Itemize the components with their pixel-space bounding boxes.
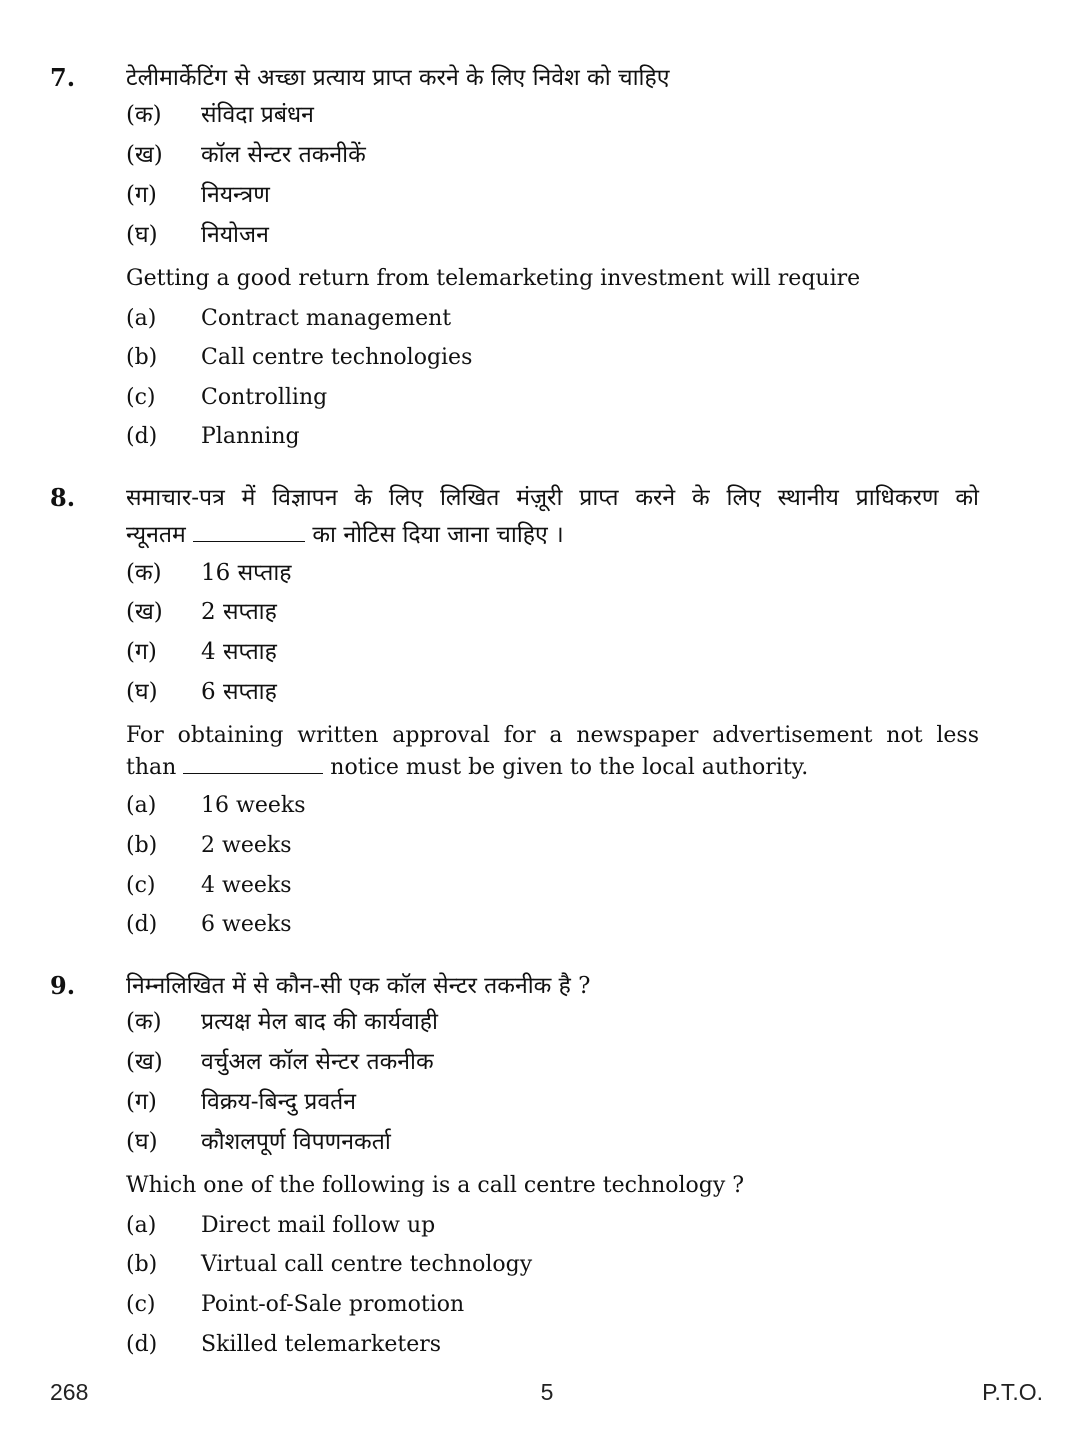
option-text: 4 सप्ताह — [201, 639, 277, 665]
option-label: (c) — [126, 385, 156, 410]
option-label: (ख) — [126, 1049, 163, 1075]
option-text: 6 weeks — [201, 912, 292, 937]
option-text: Planning — [201, 424, 300, 449]
option-text: कौशलपूर्ण विपणनकर्ता — [201, 1129, 391, 1155]
option-text: विक्रय-बिन्दु प्रवर्तन — [201, 1089, 356, 1115]
option-label: (ग) — [126, 1089, 157, 1115]
option-label: (क) — [126, 560, 162, 586]
fill-in-blank — [183, 772, 323, 774]
option-label: (d) — [126, 424, 158, 449]
option-label: (a) — [126, 793, 157, 818]
option-label: (ग) — [126, 182, 157, 208]
page-number: 5 — [540, 1379, 554, 1405]
option-label: (घ) — [126, 1129, 158, 1155]
option-label: (ख) — [126, 142, 163, 168]
option-text: वर्चुअल कॉल सेन्टर तकनीक — [201, 1049, 434, 1075]
question-stem-english-line1: For obtaining written approval for a newspaper advertisement not less — [126, 723, 979, 748]
option-text: Direct mail follow up — [201, 1213, 436, 1238]
option-label: (क) — [126, 102, 162, 128]
stem-text: than — [126, 755, 177, 780]
option-text: नियोजन — [201, 222, 269, 248]
question-number: 7. — [50, 63, 76, 92]
option-text: 16 सप्ताह — [201, 560, 292, 586]
stem-text: न्यूनतम — [126, 522, 186, 548]
fill-in-blank — [193, 540, 305, 542]
option-label: (घ) — [126, 679, 158, 705]
option-text: कॉल सेन्टर तकनीकें — [201, 142, 366, 168]
option-text: 2 weeks — [201, 833, 292, 858]
option-text: Controlling — [201, 385, 328, 410]
option-label: (c) — [126, 873, 156, 898]
option-text: प्रत्यक्ष मेल बाद की कार्यवाही — [201, 1009, 438, 1035]
option-label: (c) — [126, 1292, 156, 1317]
option-text: 16 weeks — [201, 793, 306, 818]
option-text: Virtual call centre technology — [201, 1252, 533, 1277]
option-text: संविदा प्रबंधन — [201, 102, 314, 128]
option-label: (ख) — [126, 599, 163, 625]
option-text: 4 weeks — [201, 873, 292, 898]
question-number: 9. — [50, 971, 76, 1000]
option-label: (a) — [126, 306, 157, 331]
option-text: 6 सप्ताह — [201, 679, 277, 705]
question-stem-hindi: टेलीमार्केटिंग से अच्छा प्रत्याय प्राप्त करने के लिए निवेश को चाहिए — [126, 65, 670, 91]
option-label: (d) — [126, 912, 158, 937]
option-label: (d) — [126, 1332, 158, 1357]
option-text: नियन्त्रण — [201, 182, 270, 208]
option-label: (b) — [126, 833, 158, 858]
question-stem-hindi: निम्नलिखित में से कौन-सी एक कॉल सेन्टर तकनीक है ? — [126, 973, 591, 999]
option-text: Skilled telemarketers — [201, 1332, 442, 1357]
option-label: (क) — [126, 1009, 162, 1035]
question-stem-english: Which one of the following is a call centre technology ? — [126, 1173, 745, 1198]
option-label: (a) — [126, 1213, 157, 1238]
option-label: (घ) — [126, 222, 158, 248]
option-text: Contract management — [201, 306, 452, 331]
option-text: Point-of-Sale promotion — [201, 1292, 465, 1317]
option-label: (b) — [126, 345, 158, 370]
paper-code: 268 — [50, 1379, 89, 1405]
question-stem-hindi-line1: समाचार-पत्र में विज्ञापन के लिए लिखित मंज़ूरी प्राप्त करने के लिए स्थानीय प्राधिकरण को — [126, 485, 979, 511]
stem-text: का नोटिस दिया जाना चाहिए । — [312, 522, 564, 548]
stem-text: notice must be given to the local authority. — [330, 755, 809, 780]
please-turn-over: P.T.O. — [982, 1379, 1043, 1405]
question-number: 8. — [50, 483, 76, 512]
option-label: (b) — [126, 1252, 158, 1277]
option-text: 2 सप्ताह — [201, 599, 277, 625]
question-stem-english-line2 — [126, 752, 979, 784]
question-stem-hindi-line2 — [126, 519, 979, 551]
option-text: Call centre technologies — [201, 345, 473, 370]
question-stem-english: Getting a good return from telemarketing investment will require — [126, 266, 861, 291]
option-label: (ग) — [126, 639, 157, 665]
